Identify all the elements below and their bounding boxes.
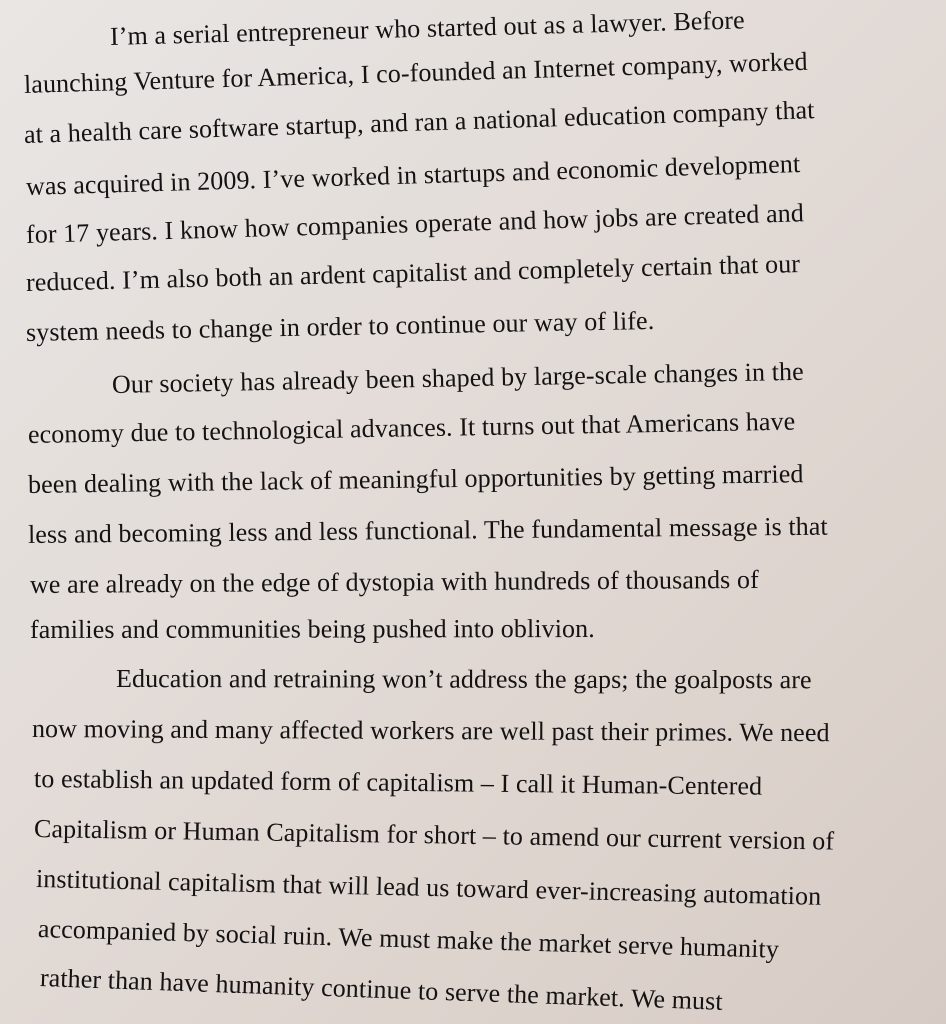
text-line: Capitalism or Human Capitalism for short – to amend our current version of (33, 814, 835, 856)
text-line: rather than have humanity continue to serve the market. We must (39, 963, 724, 1016)
text-line: less and becoming less and less functional. The fundamental message is that (27, 511, 828, 549)
text-line: now moving and many affected workers are well past their primes. We need (31, 714, 830, 748)
text-line: I’m a serial entrepreneur who started out as a lawyer. Before (109, 5, 746, 51)
text-line: launching Venture for America, I co-founded an Internet company, worked (23, 46, 809, 99)
text-line: Education and retraining won’t address the gaps; the goalposts are (115, 664, 812, 695)
text-line: been dealing with the lack of meaningful opportunities by getting married (27, 459, 804, 499)
text-line: we are already on the edge of dystopia with hundreds of thousands of (29, 564, 759, 599)
text-line: was acquired in 2009. I’ve worked in startups and economic development (25, 149, 801, 201)
text-line: reduced. I’m also both an ardent capitalist and completely certain that our (25, 249, 801, 297)
text-line: economy due to technological advances. It turns out that Americans have (27, 406, 796, 449)
text-line: at a health care software startup, and ran a national education company that (23, 95, 815, 149)
text-line: to establish an updated form of capitalism – I call it Human-Centered (33, 764, 763, 801)
text-line: for 17 years. I know how companies operate and how jobs are created and (25, 198, 805, 249)
text-line: institutional capitalism that will lead us toward ever-increasing automation (35, 864, 822, 911)
text-line: accompanied by social ruin. We must make the market serve humanity (37, 914, 780, 964)
text-line: Our society has already been shaped by large-scale changes in the (111, 356, 805, 399)
text-line: families and communities being pushed into oblivion. (29, 614, 595, 644)
text-line: system needs to change in order to continue our way of life. (25, 305, 655, 347)
